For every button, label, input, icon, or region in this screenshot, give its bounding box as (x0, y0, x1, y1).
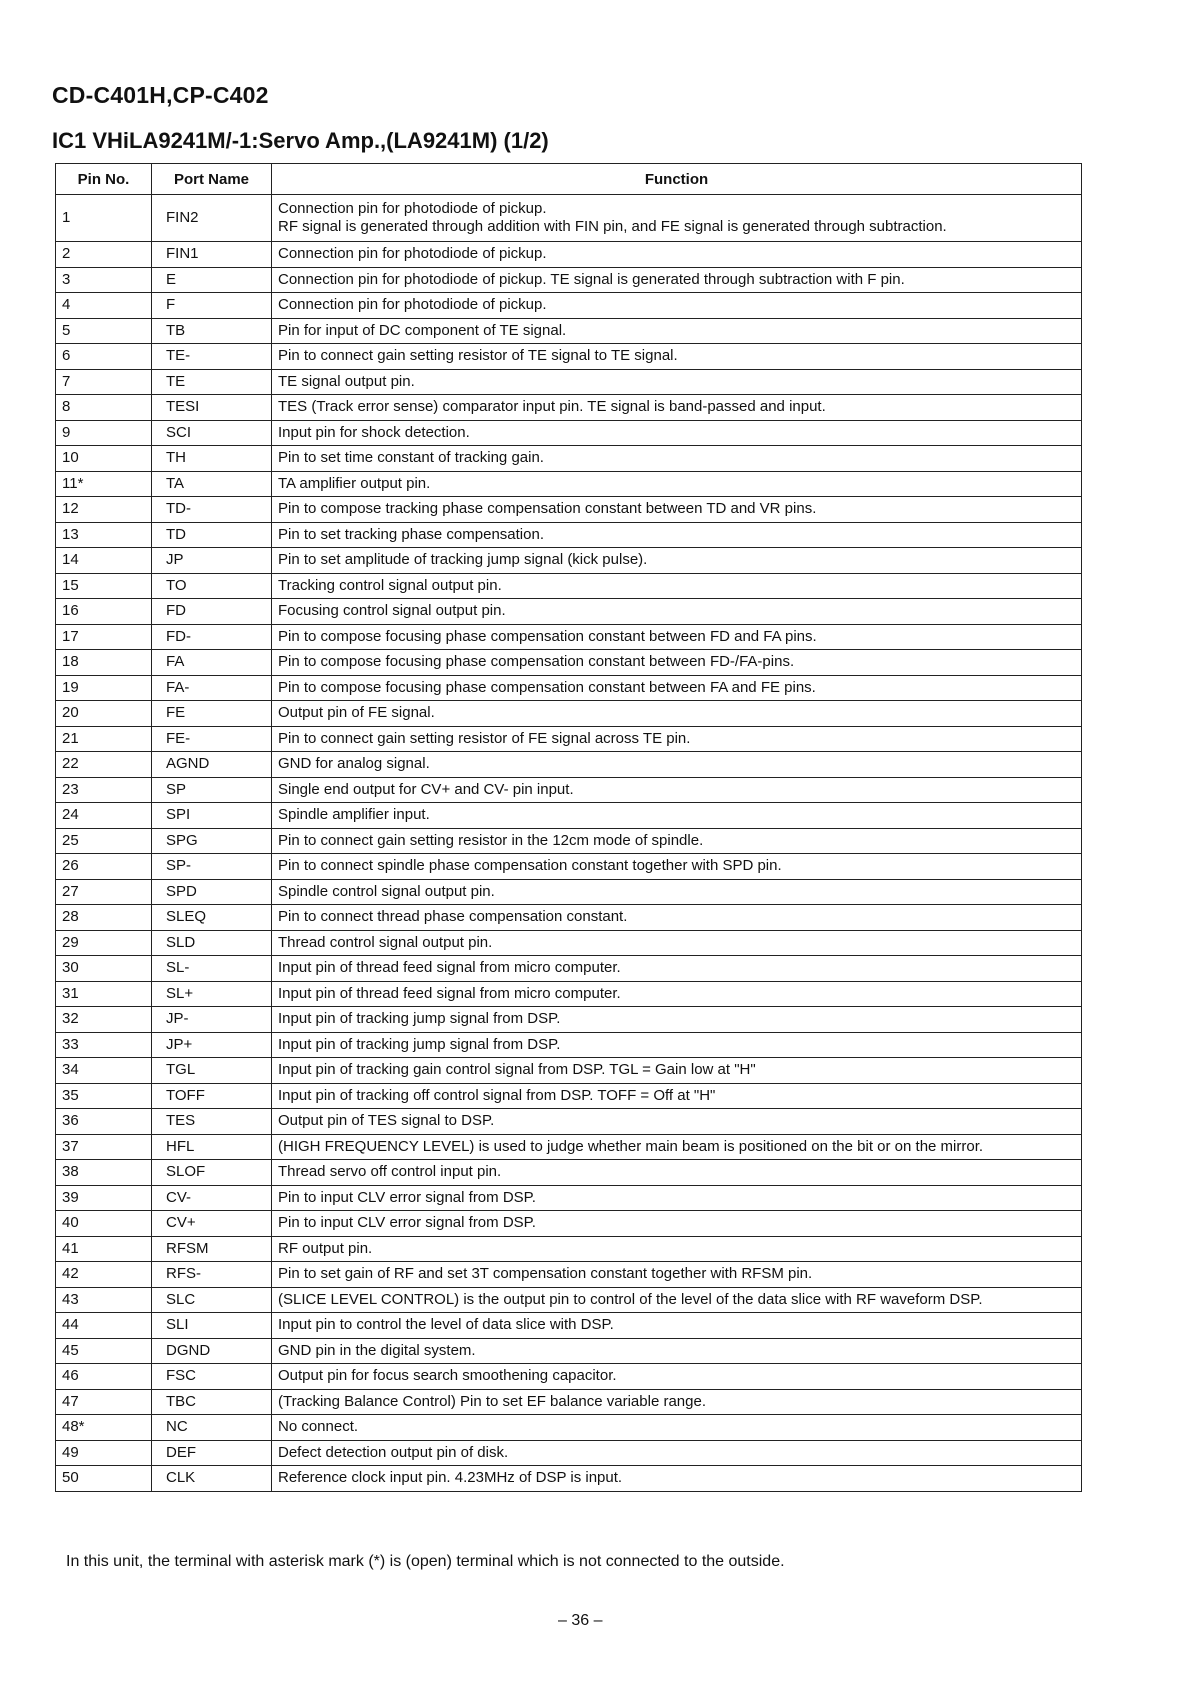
port-name-cell: FSC (152, 1364, 272, 1390)
port-name-cell: NC (152, 1415, 272, 1441)
port-name-cell: CLK (152, 1466, 272, 1492)
port-name-cell: SL- (152, 956, 272, 982)
table-header-row (56, 164, 1082, 195)
table-row (56, 1389, 1082, 1415)
function-cell: TA amplifier output pin. (272, 471, 1082, 497)
table-row (56, 726, 1082, 752)
function-cell: No connect. (272, 1415, 1082, 1441)
pin-number-cell: 37 (56, 1134, 152, 1160)
port-name-cell: FE (152, 701, 272, 727)
port-name-cell: TGL (152, 1058, 272, 1084)
pin-number-cell: 48* (56, 1415, 152, 1441)
function-cell: Input pin of tracking jump signal from DSP. (272, 1032, 1082, 1058)
port-name-cell: FA (152, 650, 272, 676)
port-name-cell: F (152, 293, 272, 319)
table-row (56, 1134, 1082, 1160)
port-name-cell: FIN1 (152, 242, 272, 268)
pin-number-cell: 17 (56, 624, 152, 650)
pin-number-cell: 18 (56, 650, 152, 676)
table-row (56, 318, 1082, 344)
pin-number-cell: 14 (56, 548, 152, 574)
table-row (56, 956, 1082, 982)
table-row (56, 1415, 1082, 1441)
function-cell: Thread servo off control input pin. (272, 1160, 1082, 1186)
pin-number-cell: 50 (56, 1466, 152, 1492)
function-cell: Connection pin for photodiode of pickup. RF signal is generated through addition with FIN pin, and FE signal is generated through subtraction. (272, 195, 1082, 242)
table-row (56, 1364, 1082, 1390)
pin-number-cell: 16 (56, 599, 152, 625)
pin-number-cell: 6 (56, 344, 152, 370)
function-cell: Input pin of tracking gain control signal from DSP. TGL = Gain low at "H" (272, 1058, 1082, 1084)
document-title: IC1 VHiLA9241M/-1:Servo Amp.,(LA9241M) (1/2) (52, 128, 549, 153)
pin-number-cell: 41 (56, 1236, 152, 1262)
function-cell: Input pin to control the level of data slice with DSP. (272, 1313, 1082, 1339)
pin-number-cell: 33 (56, 1032, 152, 1058)
port-name-cell: TB (152, 318, 272, 344)
pin-number-cell: 13 (56, 522, 152, 548)
table-row (56, 828, 1082, 854)
pin-number-cell: 40 (56, 1211, 152, 1237)
table-row (56, 369, 1082, 395)
table-row (56, 854, 1082, 880)
table-row (56, 1185, 1082, 1211)
table-row (56, 420, 1082, 446)
port-name-cell: JP (152, 548, 272, 574)
table-row (56, 650, 1082, 676)
port-name-cell: TE (152, 369, 272, 395)
pin-number-cell: 23 (56, 777, 152, 803)
port-name-cell: FD- (152, 624, 272, 650)
table-row (56, 573, 1082, 599)
table-row (56, 471, 1082, 497)
table-row (56, 446, 1082, 472)
port-name-cell: TD- (152, 497, 272, 523)
table-row (56, 267, 1082, 293)
table-row (56, 497, 1082, 523)
table-row (56, 1466, 1082, 1492)
port-name-cell: TBC (152, 1389, 272, 1415)
port-name-cell: DGND (152, 1338, 272, 1364)
function-cell: Output pin for focus search smoothening capacitor. (272, 1364, 1082, 1390)
table-row (56, 1083, 1082, 1109)
pin-number-cell: 30 (56, 956, 152, 982)
column-header-pin-no: Pin No. (56, 164, 152, 195)
port-name-cell: SPI (152, 803, 272, 829)
table-row (56, 777, 1082, 803)
page-number: – 36 – (558, 1612, 603, 1629)
function-cell: Input pin of thread feed signal from micro computer. (272, 981, 1082, 1007)
table-row (56, 293, 1082, 319)
port-name-cell: TH (152, 446, 272, 472)
table-row (56, 1160, 1082, 1186)
port-name-cell: SL+ (152, 981, 272, 1007)
pin-number-cell: 44 (56, 1313, 152, 1339)
function-cell: Pin to connect thread phase compensation constant. (272, 905, 1082, 931)
function-cell: Pin to compose focusing phase compensation constant between FD and FA pins. (272, 624, 1082, 650)
table-row (56, 905, 1082, 931)
port-name-cell: TE- (152, 344, 272, 370)
port-name-cell: RFSM (152, 1236, 272, 1262)
function-cell: Connection pin for photodiode of pickup. (272, 293, 1082, 319)
function-cell: Output pin of FE signal. (272, 701, 1082, 727)
port-name-cell: HFL (152, 1134, 272, 1160)
port-name-cell: TO (152, 573, 272, 599)
pin-number-cell: 8 (56, 395, 152, 421)
port-name-cell: SPD (152, 879, 272, 905)
table-row (56, 1109, 1082, 1135)
pin-number-cell: 49 (56, 1440, 152, 1466)
table-row (56, 195, 1082, 242)
pin-function-table (55, 163, 1082, 1492)
port-name-cell: TESI (152, 395, 272, 421)
table-row (56, 1440, 1082, 1466)
port-name-cell: DEF (152, 1440, 272, 1466)
pin-number-cell: 22 (56, 752, 152, 778)
port-name-cell: SLD (152, 930, 272, 956)
pin-number-cell: 32 (56, 1007, 152, 1033)
port-name-cell: SCI (152, 420, 272, 446)
port-name-cell: FIN2 (152, 195, 272, 242)
function-cell: Input pin of tracking jump signal from DSP. (272, 1007, 1082, 1033)
pin-number-cell: 9 (56, 420, 152, 446)
model-heading: CD-C401H,CP-C402 (52, 82, 269, 108)
port-name-cell: SPG (152, 828, 272, 854)
function-cell: Spindle control signal output pin. (272, 879, 1082, 905)
function-cell: GND for analog signal. (272, 752, 1082, 778)
table-row (56, 242, 1082, 268)
pin-number-cell: 34 (56, 1058, 152, 1084)
function-cell: Pin to input CLV error signal from DSP. (272, 1211, 1082, 1237)
function-cell: Pin to set amplitude of tracking jump signal (kick pulse). (272, 548, 1082, 574)
port-name-cell: E (152, 267, 272, 293)
table-row (56, 1287, 1082, 1313)
table-row (56, 803, 1082, 829)
function-cell: Pin to connect gain setting resistor of TE signal to TE signal. (272, 344, 1082, 370)
port-name-cell: RFS- (152, 1262, 272, 1288)
pin-number-cell: 7 (56, 369, 152, 395)
pin-number-cell: 20 (56, 701, 152, 727)
function-cell: TE signal output pin. (272, 369, 1082, 395)
table-row (56, 1007, 1082, 1033)
table-row (56, 1338, 1082, 1364)
table-row (56, 522, 1082, 548)
table-row (56, 1058, 1082, 1084)
table-row (56, 1211, 1082, 1237)
pin-number-cell: 28 (56, 905, 152, 931)
function-cell: Input pin of tracking off control signal from DSP. TOFF = Off at "H" (272, 1083, 1082, 1109)
function-cell: Defect detection output pin of disk. (272, 1440, 1082, 1466)
pin-number-cell: 47 (56, 1389, 152, 1415)
pin-number-cell: 35 (56, 1083, 152, 1109)
function-cell: Single end output for CV+ and CV- pin input. (272, 777, 1082, 803)
function-cell: Pin to connect gain setting resistor of FE signal across TE pin. (272, 726, 1082, 752)
port-name-cell: CV- (152, 1185, 272, 1211)
port-name-cell: TES (152, 1109, 272, 1135)
table-row (56, 1313, 1082, 1339)
pin-number-cell: 38 (56, 1160, 152, 1186)
pin-number-cell: 42 (56, 1262, 152, 1288)
port-name-cell: SLEQ (152, 905, 272, 931)
function-cell: Pin to compose focusing phase compensation constant between FA and FE pins. (272, 675, 1082, 701)
pin-number-cell: 19 (56, 675, 152, 701)
function-cell: Pin to input CLV error signal from DSP. (272, 1185, 1082, 1211)
pin-number-cell: 29 (56, 930, 152, 956)
function-cell: GND pin in the digital system. (272, 1338, 1082, 1364)
port-name-cell: JP- (152, 1007, 272, 1033)
function-cell: (Tracking Balance Control) Pin to set EF balance variable range. (272, 1389, 1082, 1415)
function-cell: Connection pin for photodiode of pickup. TE signal is generated through subtraction with F pin. (272, 267, 1082, 293)
pin-number-cell: 27 (56, 879, 152, 905)
pin-number-cell: 15 (56, 573, 152, 599)
pin-number-cell: 5 (56, 318, 152, 344)
pin-number-cell: 26 (56, 854, 152, 880)
pin-number-cell: 12 (56, 497, 152, 523)
table-row (56, 930, 1082, 956)
table-row (56, 599, 1082, 625)
function-cell: Connection pin for photodiode of pickup. (272, 242, 1082, 268)
function-cell: Reference clock input pin. 4.23MHz of DSP is input. (272, 1466, 1082, 1492)
pin-number-cell: 24 (56, 803, 152, 829)
column-header-function: Function (272, 164, 1082, 195)
function-cell: Thread control signal output pin. (272, 930, 1082, 956)
table-row (56, 981, 1082, 1007)
function-cell: Output pin of TES signal to DSP. (272, 1109, 1082, 1135)
function-cell: TES (Track error sense) comparator input pin. TE signal is band-passed and input. (272, 395, 1082, 421)
function-cell: RF output pin. (272, 1236, 1082, 1262)
pin-number-cell: 4 (56, 293, 152, 319)
function-cell: Pin to set time constant of tracking gain. (272, 446, 1082, 472)
port-name-cell: TA (152, 471, 272, 497)
function-cell: Input pin for shock detection. (272, 420, 1082, 446)
pin-number-cell: 2 (56, 242, 152, 268)
function-cell: Pin for input of DC component of TE signal. (272, 318, 1082, 344)
function-cell: Pin to connect gain setting resistor in the 12cm mode of spindle. (272, 828, 1082, 854)
port-name-cell: SLI (152, 1313, 272, 1339)
port-name-cell: CV+ (152, 1211, 272, 1237)
pin-number-cell: 10 (56, 446, 152, 472)
port-name-cell: TOFF (152, 1083, 272, 1109)
port-name-cell: SLC (152, 1287, 272, 1313)
port-name-cell: SP (152, 777, 272, 803)
table-row (56, 879, 1082, 905)
function-cell: Pin to set tracking phase compensation. (272, 522, 1082, 548)
table-row (56, 395, 1082, 421)
function-cell: Pin to set gain of RF and set 3T compensation constant together with RFSM pin. (272, 1262, 1082, 1288)
pin-number-cell: 21 (56, 726, 152, 752)
port-name-cell: SP- (152, 854, 272, 880)
pin-number-cell: 11* (56, 471, 152, 497)
function-cell: (HIGH FREQUENCY LEVEL) is used to judge whether main beam is positioned on the bit or on the mirror. (272, 1134, 1082, 1160)
pin-number-cell: 31 (56, 981, 152, 1007)
table-row (56, 1032, 1082, 1058)
function-cell: Pin to compose focusing phase compensation constant between FD-/FA-pins. (272, 650, 1082, 676)
pin-number-cell: 46 (56, 1364, 152, 1390)
function-cell: Focusing control signal output pin. (272, 599, 1082, 625)
table-body (56, 195, 1082, 1492)
port-name-cell: FD (152, 599, 272, 625)
pin-number-cell: 1 (56, 195, 152, 242)
table-row (56, 344, 1082, 370)
pin-number-cell: 43 (56, 1287, 152, 1313)
port-name-cell: AGND (152, 752, 272, 778)
port-name-cell: SLOF (152, 1160, 272, 1186)
table-row (56, 675, 1082, 701)
function-cell: Input pin of thread feed signal from micro computer. (272, 956, 1082, 982)
function-cell: (SLICE LEVEL CONTROL) is the output pin to control of the level of the data slice with RF waveform DSP. (272, 1287, 1082, 1313)
pin-number-cell: 25 (56, 828, 152, 854)
table-row (56, 752, 1082, 778)
function-cell: Pin to compose tracking phase compensation constant between TD and VR pins. (272, 497, 1082, 523)
pin-number-cell: 39 (56, 1185, 152, 1211)
port-name-cell: FA- (152, 675, 272, 701)
function-cell: Pin to connect spindle phase compensation constant together with SPD pin. (272, 854, 1082, 880)
port-name-cell: TD (152, 522, 272, 548)
pin-number-cell: 45 (56, 1338, 152, 1364)
table-row (56, 624, 1082, 650)
table-row (56, 701, 1082, 727)
table-row (56, 1236, 1082, 1262)
table-row (56, 1262, 1082, 1288)
column-header-port-name: Port Name (152, 164, 272, 195)
pin-number-cell: 3 (56, 267, 152, 293)
port-name-cell: FE- (152, 726, 272, 752)
footnote: In this unit, the terminal with asterisk mark (*) is (open) terminal which is not connected to the outside. (66, 1553, 785, 1570)
function-cell: Tracking control signal output pin. (272, 573, 1082, 599)
table-row (56, 548, 1082, 574)
pin-number-cell: 36 (56, 1109, 152, 1135)
port-name-cell: JP+ (152, 1032, 272, 1058)
function-cell: Spindle amplifier input. (272, 803, 1082, 829)
